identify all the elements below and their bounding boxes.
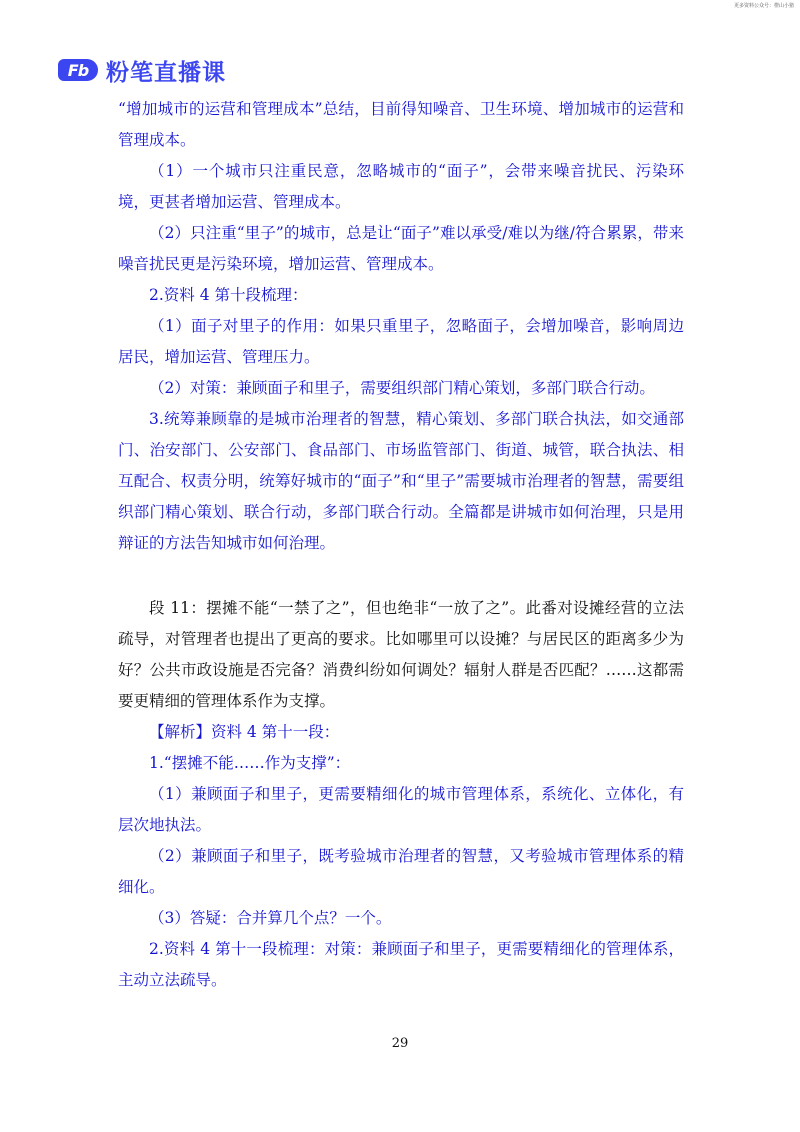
paragraph: “增加城市的运营和管理成本”总结，目前得知噪音、卫生环境、增加城市的运营和管理成本。 xyxy=(118,100,684,149)
brand-title: 粉笔直播课 xyxy=(106,59,226,86)
document-body xyxy=(118,94,684,996)
paragraph: 2.资料 4 第十段梳理： xyxy=(149,286,308,304)
paragraph-gap xyxy=(118,559,684,593)
paragraph: （1）面子对里子的作用：如果只重里子，忽略面子，会增加噪音，影响周边居民，增加运营、管理压力。 xyxy=(118,317,684,366)
paragraph: （1）一个城市只注重民意，忽略城市的“面子”，会带来噪音扰民、污染环境，更甚者增加运营、管理成本。 xyxy=(118,162,684,211)
corner-note: 更多资料公众号：橙山小猪 xyxy=(733,3,794,9)
paragraph: （2）兼顾面子和里子，既考验城市治理者的智慧，又考验城市管理体系的精细化。 xyxy=(118,847,684,896)
header xyxy=(58,54,226,86)
fenbi-logo-icon: Fb xyxy=(58,59,98,81)
paragraph: 1.“摆摊不能……作为支撑”： xyxy=(149,754,351,772)
paragraph: （3）答疑：合并算几个点？一个。 xyxy=(149,909,392,927)
paragraph: （2）只注重“里子”的城市，总是让“面子”难以承受/难以为继/符合累累，带来噪音扰民更是污染环境，增加运营、管理成本。 xyxy=(118,224,684,273)
paragraph: （2）对策：兼顾面子和里子，需要组织部门精心策划，多部门联合行动。 xyxy=(149,379,655,397)
paragraph: 2.资料 4 第十一段梳理：对策：兼顾面子和里子，更需要精细化的管理体系，主动立法疏导。 xyxy=(118,940,684,989)
source-paragraph: 段 11：摆摊不能“一禁了之”，但也绝非“一放了之”。此番对设摊经营的立法疏导，对管理者也提出了更高的要求。比如哪里可以设摊？与居民区的距离多少为好？公共市政设施是否完备？消费纠纷如何调处？辐射人群是否匹配？……这都需要更精细的管理体系作为支撑。 xyxy=(118,599,684,710)
paragraph: 3.统筹兼顾靠的是城市治理者的智慧，精心策划、多部门联合执法，如交通部门、治安部门、公安部门、食品部门、市场监管部门、街道、城管，联合执法、相互配合、权责分明，统筹好城市的“面子”和“里子”需要城市治理者的智慧，需要组织部门精心策划、联合行动，多部门联合行动。全篇都是讲城市如何治理，只是用辩证的方法告知城市如何治理。 xyxy=(118,410,684,552)
paragraph: （1）兼顾面子和里子，更需要精细化的城市管理体系，系统化、立体化，有层次地执法。 xyxy=(118,785,684,834)
paragraph: 【解析】资料 4 第十一段： xyxy=(149,723,340,741)
page-number: 29 xyxy=(391,1036,409,1051)
